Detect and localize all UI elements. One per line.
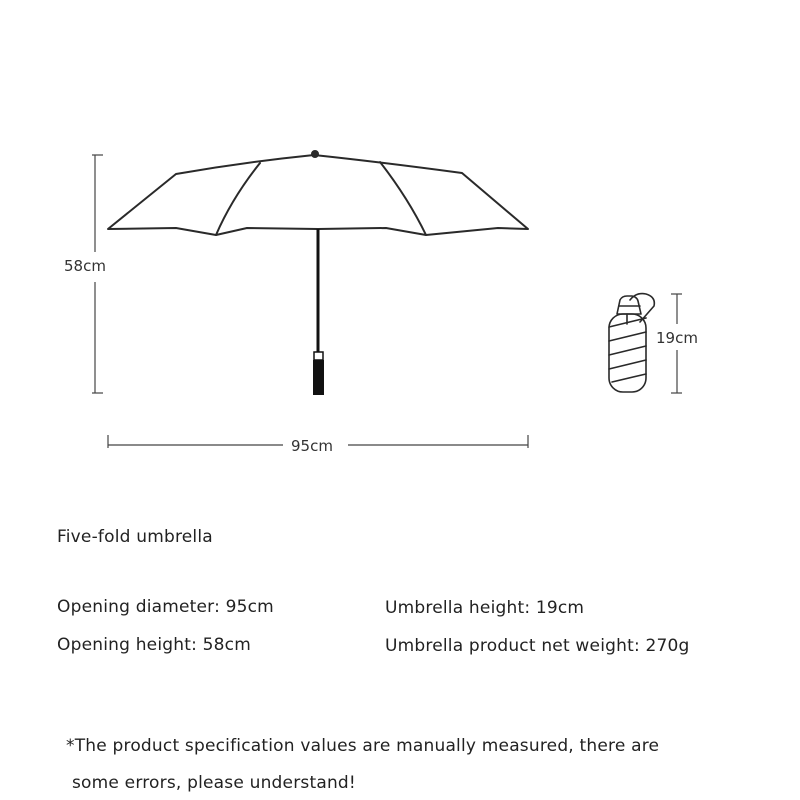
umbrella-height-spec: Umbrella height: 19cm [385, 598, 585, 618]
folded-umbrella-icon [609, 294, 654, 392]
net-weight-spec: Umbrella product net weight: 270g [385, 636, 690, 656]
disclaimer-line-1: *The product specification values are manually measured, there are [66, 736, 660, 756]
folded-dimension-label: 19cm [656, 329, 698, 347]
width-dimension-label: 95cm [291, 437, 333, 455]
disclaimer-line-2: some errors, please understand! [72, 773, 356, 793]
canopy-tip [312, 151, 318, 157]
canopy-rib [380, 162, 426, 235]
canopy-rib [216, 163, 260, 235]
opening-diameter-spec: Opening diameter: 95cm [57, 597, 274, 617]
handle-joint [314, 352, 323, 360]
spec-title: Five-fold umbrella [57, 527, 213, 547]
opening-height-spec: Opening height: 58cm [57, 635, 251, 655]
shaft-handle-icon [313, 229, 324, 395]
folded-cap [617, 296, 641, 314]
height-dimension-label: 58cm [64, 257, 106, 275]
canopy-outline [108, 155, 528, 235]
open-umbrella-icon [108, 151, 528, 235]
umbrella-handle [313, 360, 324, 395]
